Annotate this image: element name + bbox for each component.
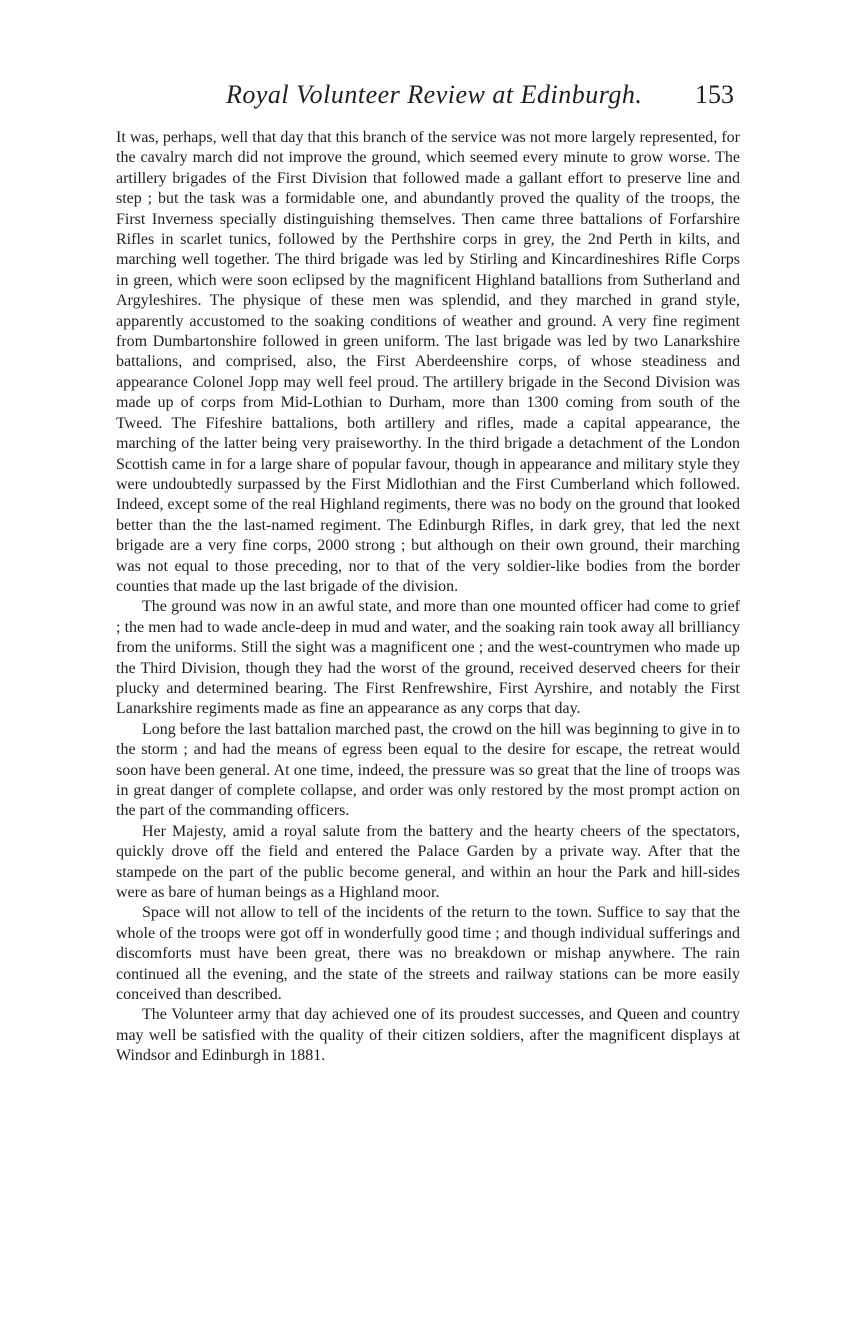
paragraph-ground-condition: The ground was now in an awful state, and more than one mounted officer had come to grief ; the men had to wade ancle-deep in mud and water, and the soaking rain took away all brilliancy from the uniforms. Still the sight was a magnificent one ; and the west-countrymen who made up the Third Division, though they had the worst of the ground, received deserved cheers for their plucky and determined bearing. The First Renfrewshire, First Ayrshire, and notably the First Lanarkshire regiments made as fine an appearance as any corps that day. — [116, 598, 740, 718]
running-head — [116, 80, 740, 120]
page-number: 153 — [695, 80, 734, 109]
paragraph-her-majesty: Her Majesty, amid a royal salute from the battery and the hearty cheers of the spectators, quickly drove off the field and entered the Palace Garden by a private way. After that the stampede on the part of the public become general, and within an hour the Park and hill-sides were as bare of human beings as a Highland moor. — [116, 822, 740, 902]
paragraph-cavalry-and-divisions: It was, perhaps, well that day that this branch of the service was not more largely represented, for the cavalry march did not improve the ground, which seemed every minute to grow worse. The artillery brigades of the First Division that followed made a gallant effort to preserve line and step ; but the task was a formidable one, and abundantly proved the quality of the troops, the First Inverness specially distinguishing themselves. Then came three battalions of Forfarshire Rifles in scarlet tunics, followed by the Perthshire corps in grey, the 2nd Perth in kilts, and marching well together. The third brigade was led by Stirling and Kincardineshires Rifle Corps in green, which were soon eclipsed by the magnificent Highland batallions from Sutherland and Argyleshires. The physique of these men was splendid, and they marched in grand style, apparently accustomed to the soaking conditions of weather and ground. A very fine regiment from Dumbartonshire followed in green uniform. The last brigade was led by two Lanarkshire battalions, and comprised, also, the First Aberdeenshire corps, of whose steadiness and appearance Colonel Jopp may well feel proud. The artillery brigade in the Second Division was made up of corps from Mid-Lothian to Durham, more than 1300 coming from south of the Tweed. The Fifeshire battalions, both artillery and rifles, made a capital appearance, the marching of the latter being very praiseworthy. In the third brigade a detachment of the London Scottish came in for a large share of popular favour, though in appearance and military style they were undoubtedly surpassed by the First Midlothian and the First Cumberland which followed. Indeed, except some of the real Highland regiments, there was no body on the ground that looked better than the the last-named regiment. The Edinburgh Rifles, in dark grey, that led the next brigade are a very fine corps, 2000 strong ; but although on their own ground, their marching was not equal to those preceding, nor to that of the very soldier-like bodies from the border counties that made up the last brigade of the division. — [116, 129, 740, 595]
article-body — [116, 128, 740, 1067]
paragraph-return-to-town: Space will not allow to tell of the incidents of the return to the town. Suffice to say that the whole of the troops were got off in wonderfully good time ; and though individual sufferings and discomforts must have been great, there was no breakdown or mishap anywhere. The rain continued all the evening, and the state of the streets and railway stations can be more easily conceived than described. — [116, 904, 740, 1004]
running-title: Royal Volunteer Review at Edinburgh. — [226, 80, 643, 109]
paragraph-crowd-on-hill: Long before the last battalion marched past, the crowd on the hill was beginning to give in to the storm ; and had the means of egress been equal to the desire for escape, the retreat would soon have been general. At one time, indeed, the pressure was so great that the line of troops was in great danger of complete collapse, and order was only restored by the most prompt action on the part of the commanding officers. — [116, 720, 740, 820]
paragraph-conclusion: The Volunteer army that day achieved one of its proudest successes, and Queen and country may well be satisfied with the quality of their citizen soldiers, after the magnificent displays at Windsor and Edinburgh in 1881. — [116, 1006, 740, 1065]
